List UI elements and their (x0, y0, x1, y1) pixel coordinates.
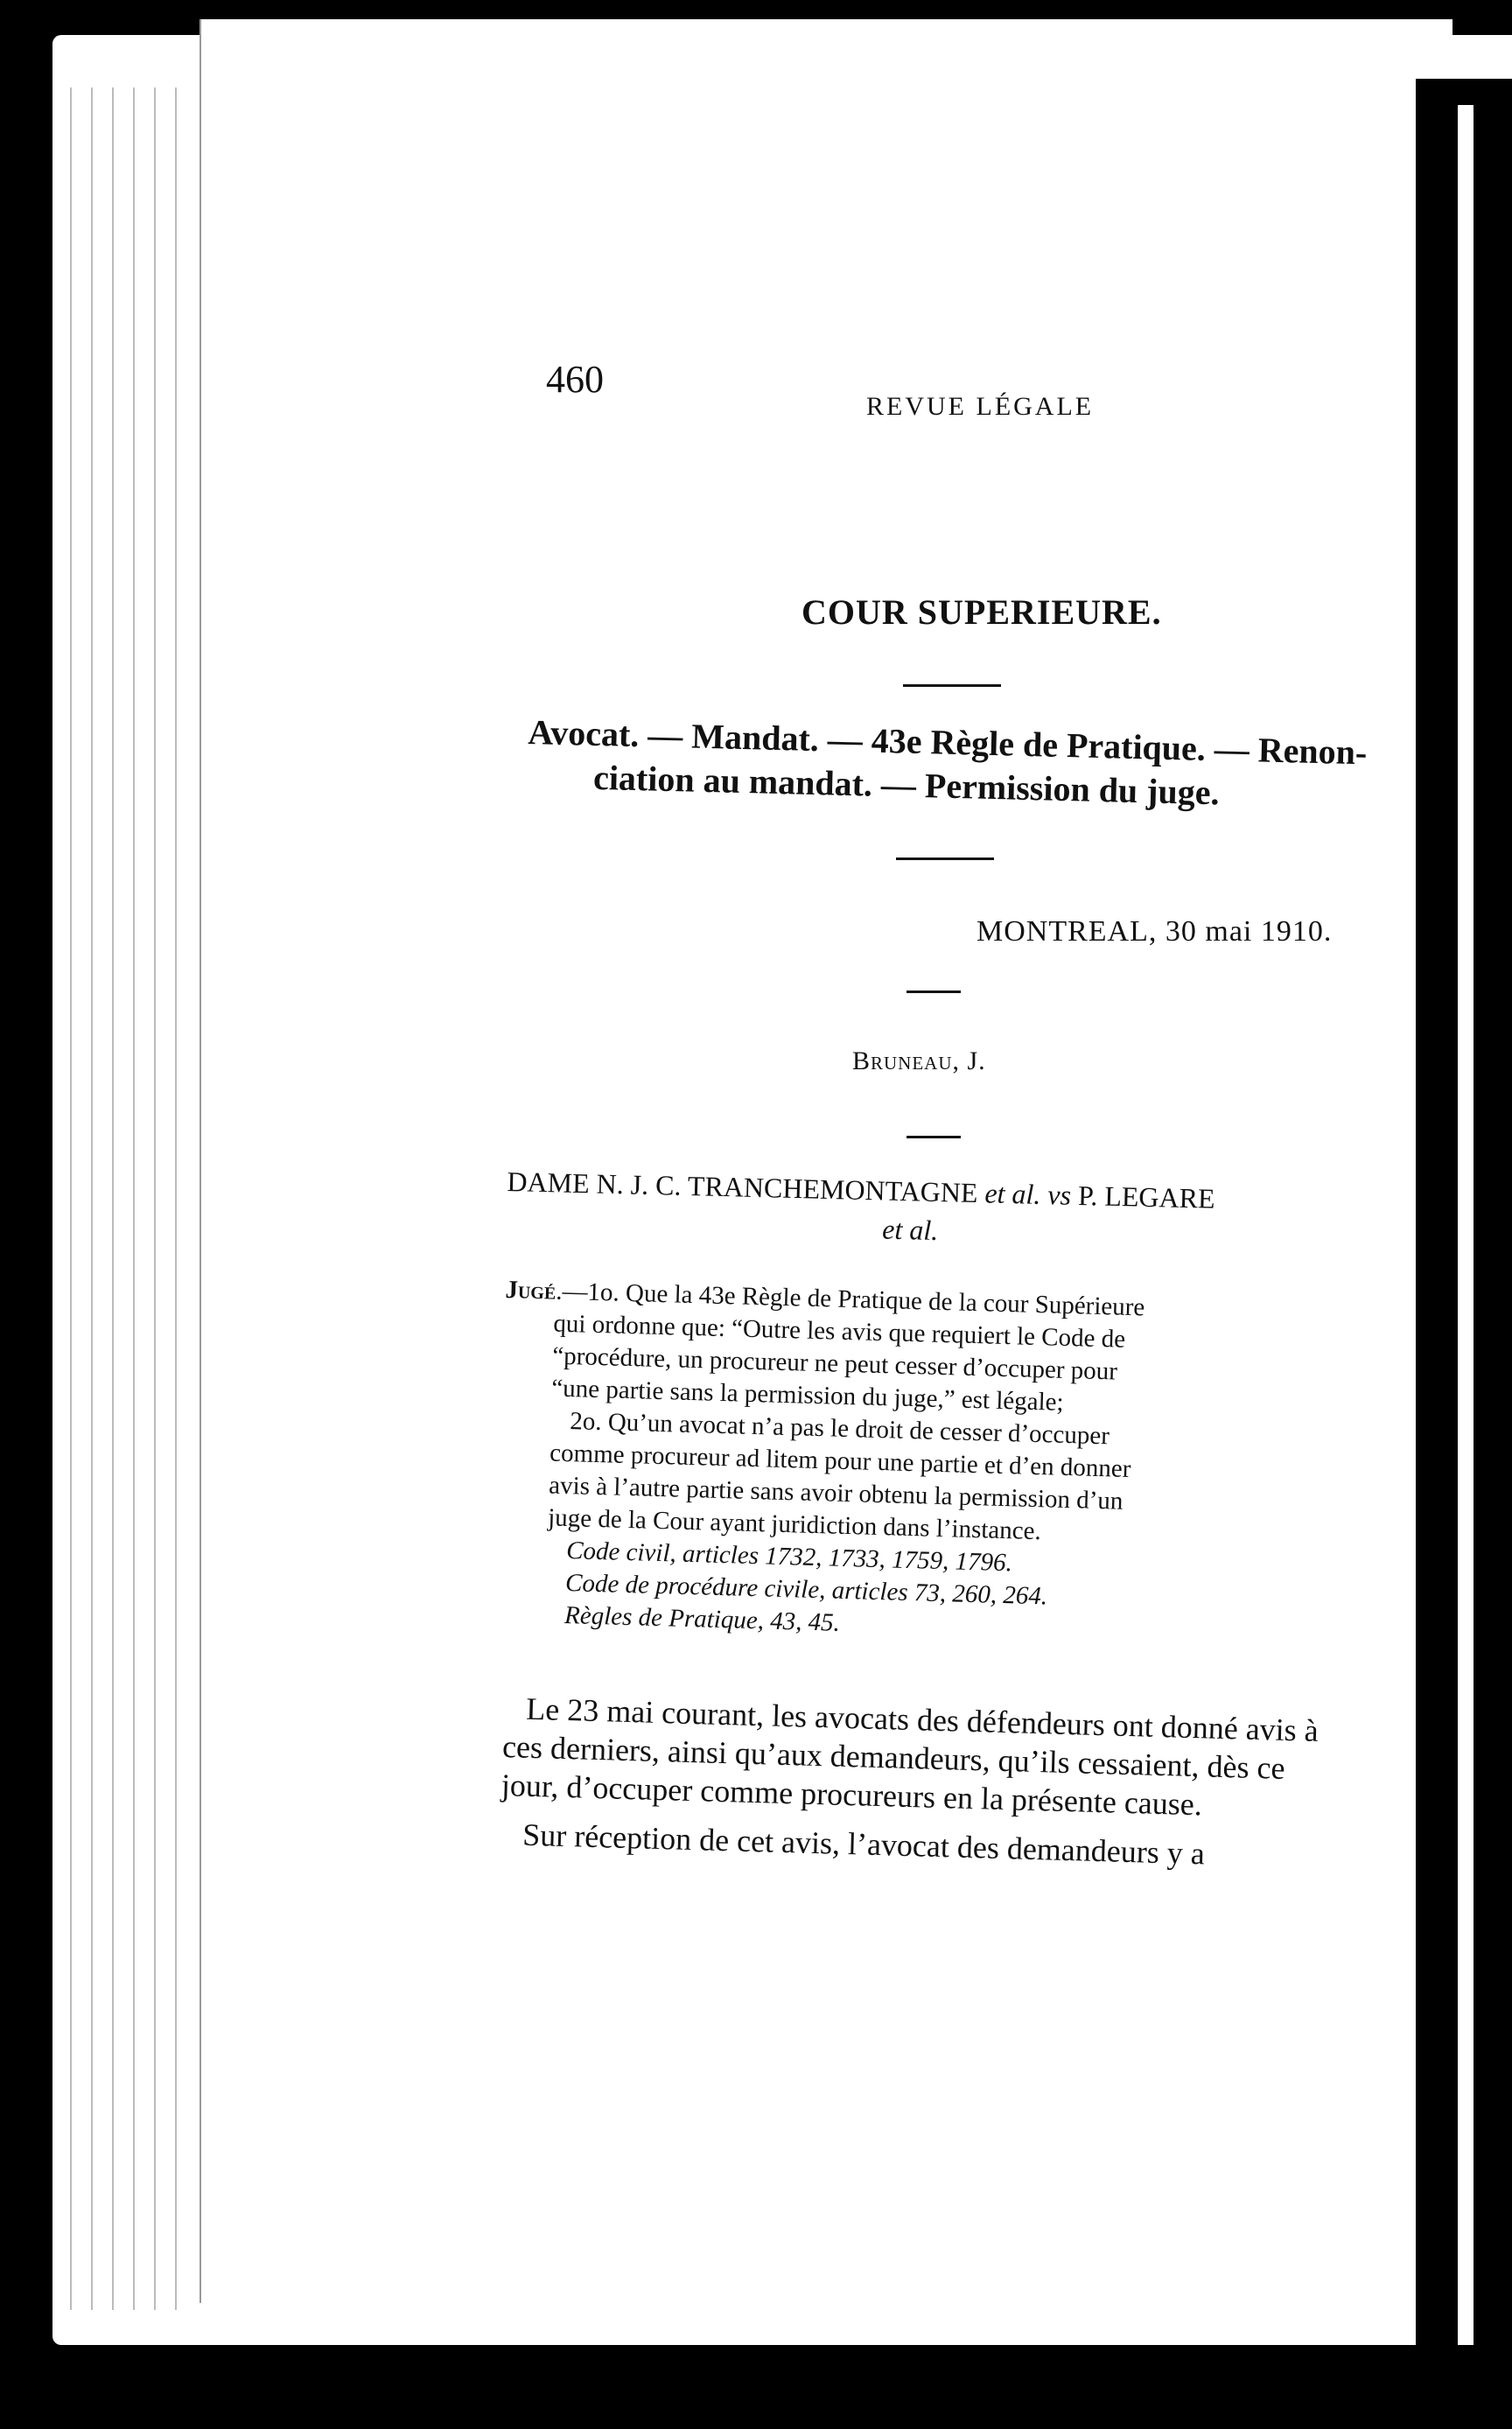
judgment-body (500, 1689, 1344, 1877)
holding-label: Jugé (505, 1275, 556, 1306)
page-number: 460 (546, 358, 604, 401)
judge-name: Bruneau, J. (852, 1046, 986, 1075)
holding-line: comme procureur ad litem pour une partie et d’en donner (549, 1438, 1131, 1484)
page-edge (154, 88, 156, 2310)
citation-line: Règles de Pratique, 43, 45. (564, 1601, 841, 1637)
et-al: et al. (984, 1177, 1041, 1210)
page-edge (133, 88, 135, 2310)
holding-line: .—1o. Que la 43e Règle de Pratique de la cour Supérieure (555, 1277, 1145, 1322)
divider-rule (903, 684, 1001, 687)
page-edge (112, 88, 114, 2310)
document-page (201, 19, 1452, 2303)
page-edge (175, 88, 177, 2310)
holding-line: 2o. Qu’un avocat n’a pas le droit de cesser d’occuper (569, 1407, 1110, 1451)
subject-line: ciation au mandat. — Permission du juge. (592, 757, 1221, 813)
plaintiff-name: DAME N. J. C. TRANCHEMONTAGNE (507, 1165, 978, 1209)
body-paragraph: Sur réception de cet avis, l’avocat des demandeurs y a (522, 1816, 1206, 1872)
citation-line: Code civil, articles 1732, 1733, 1759, 1796. (565, 1536, 1013, 1578)
citation-line: Code de procédure civile, articles 73, 260, 264. (564, 1569, 1048, 1611)
facing-page-edge (1458, 105, 1474, 2345)
body-paragraph: Le 23 mai courant, les avocats des défendeurs ont donné avis à ces derniers, ainsi qu’aux demandeurs, qu’ils cessaient, dès ce jour, d’occuper comme procureurs en la présente cause. (500, 1690, 1320, 1823)
holding-line: qui ordonne que: “Outre les avis que requiert le Code de (552, 1309, 1126, 1354)
page-edge (91, 88, 93, 2310)
running-head: REVUE LÉGALE (866, 392, 1095, 421)
et-al: et al. (881, 1213, 939, 1247)
holding-line: “procédure, un procureur ne peut cesser d’occuper pour (551, 1341, 1118, 1386)
decision-date: MONTREAL, 30 mai 1910. (976, 915, 1333, 948)
divider-rule (906, 990, 961, 993)
subject-line: Avocat. — Mandat. — 43e Règle de Pratique. — Renon- (527, 711, 1368, 773)
holding-line: avis à l’autre partie sans avoir obtenu la permission d’un (548, 1471, 1124, 1516)
court-title: COUR SUPERIEURE. (802, 592, 1162, 632)
holding-line: juge de la Cour ayant juridiction dans l’instance. (547, 1503, 1042, 1546)
holding-summary (496, 1274, 1398, 1655)
versus: vs (1047, 1179, 1072, 1211)
divider-rule (906, 1136, 961, 1138)
page-edge (70, 88, 72, 2310)
divider-rule (896, 858, 994, 860)
holding-line: “une partie sans la permission du juge,” est légale; (550, 1374, 1065, 1417)
scan-background (0, 2345, 1512, 2429)
defendant-name: P. LEGARE (1077, 1179, 1215, 1214)
